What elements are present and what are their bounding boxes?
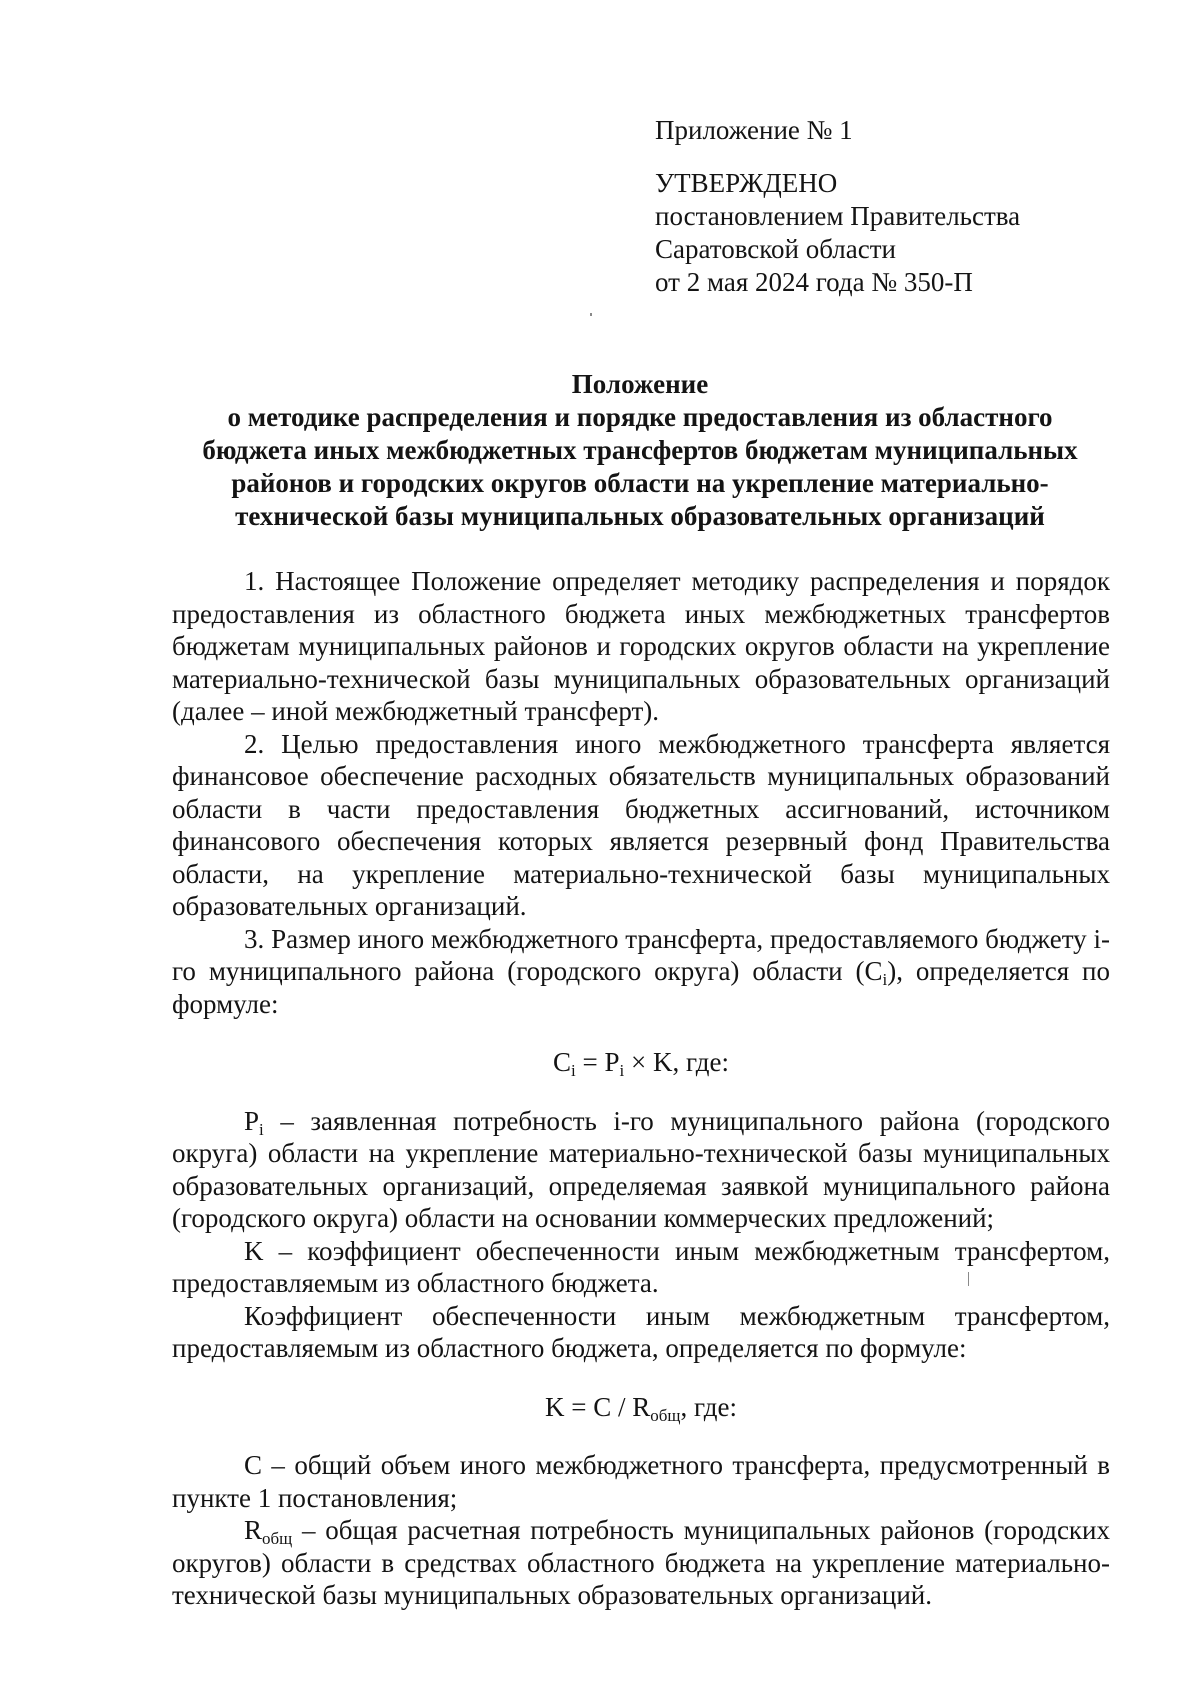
- definition-r-text: – общая расчетная потребность муниципальных районов (городских округов) области в средствах областного бюджета на укрепление материально-технической базы муниципальных образовательных организаций.: [172, 1515, 1110, 1610]
- formula-k-tail: , где:: [680, 1391, 737, 1422]
- definition-k: K – коэффициент обеспеченности иным межбюджетным трансфертом, предоставляемым из областного бюджета.: [172, 1235, 1110, 1298]
- approved-date: от 2 мая 2024 года № 350-П: [655, 267, 973, 297]
- k-intro: Коэффициент обеспеченности иным межбюджетным трансфертом, предоставляемым из областного бюджета, определяется по формуле:: [172, 1300, 1110, 1363]
- paragraph-3-text: 3. Размер иного межбюджетного трансферта, предоставляемого бюджету i-го муниципального района (городского округа) области (C: [172, 923, 1110, 986]
- definition-pi-symbol: P: [244, 1105, 260, 1136]
- approved-by-line-2: Саратовской области: [655, 234, 896, 264]
- formula-ci-eq: = P: [575, 1047, 620, 1077]
- paragraph-1: 1. Настоящее Положение определяет методику распределения и порядок предоставления из областного бюджета иных межбюджетных трансфертов бюджетам муниципальных районов и городских округов области на укрепление материально-технической базы муниципальных образовательных организаций (далее – иной межбюджетный трансферт).: [172, 566, 1110, 726]
- paragraph-3-tail: ), определяется по формуле:: [172, 956, 1110, 1019]
- scan-speck: [968, 1272, 969, 1286]
- title-line-2: о методике распределения и порядке предоставления из областного: [227, 402, 1053, 432]
- approval-header: [655, 114, 1135, 299]
- definition-c: C – общий объем иного межбюджетного трансферта, предусмотренный в пункте 1 постановления;: [172, 1450, 1110, 1513]
- formula-ci-p-sub: i: [619, 1061, 625, 1080]
- approval-stamp-text: [655, 167, 1135, 299]
- title-line-4: районов и городских округов области на укрепление материально-: [231, 468, 1049, 498]
- paragraph-2: 2. Целью предоставления иного межбюджетного трансферта является финансовое обеспечение расходных обязательств муниципальных образований области в части предоставления бюджетных ассигнований, источником финансового обеспечения которых является резервный фонд Правительства области, на укрепление материально-технической базы муниципальных образовательных организаций.: [172, 728, 1110, 921]
- approved-by-line-1: постановлением Правительства: [655, 201, 1021, 231]
- formula-k-sub: общ: [650, 1405, 681, 1425]
- definition-pi-text: – заявленная потребность i-го муниципального района (городского округа) области на укрепление материально-технической базы муниципальных образовательных организаций, определяемая заявкой муниципального района (городского округа) области на основании коммерческих предложений;: [172, 1105, 1110, 1233]
- formula-ci: [172, 1046, 1110, 1079]
- definition-pi-sub: i: [259, 1119, 264, 1139]
- formula-k-head: K = C / R: [545, 1391, 651, 1422]
- formula-ci-c-sub: i: [571, 1061, 576, 1080]
- formula-ci-c: C: [553, 1047, 572, 1077]
- definition-r-symbol: R: [244, 1515, 263, 1545]
- approved-label: УТВЕРЖДЕНО: [655, 168, 838, 198]
- document-body: [172, 565, 1110, 1612]
- document-title: [150, 368, 1130, 533]
- title-line-1: Положение: [571, 369, 709, 399]
- paragraph-3-subscript: i: [882, 970, 888, 989]
- appendix-label: Приложение № 1: [655, 115, 853, 145]
- title-line-5: технической базы муниципальных образовательных организаций: [235, 501, 1045, 531]
- definition-r-sub: общ: [262, 1529, 293, 1548]
- paragraph-3: [172, 923, 1110, 1021]
- formula-k: [172, 1391, 1110, 1424]
- definition-pi: [172, 1105, 1110, 1235]
- scan-speck: [590, 313, 592, 316]
- definition-r: [172, 1514, 1110, 1612]
- formula-ci-tail: × K, где:: [624, 1047, 729, 1077]
- title-line-3: бюджета иных межбюджетных трансфертов бюджетам муниципальных: [202, 435, 1078, 465]
